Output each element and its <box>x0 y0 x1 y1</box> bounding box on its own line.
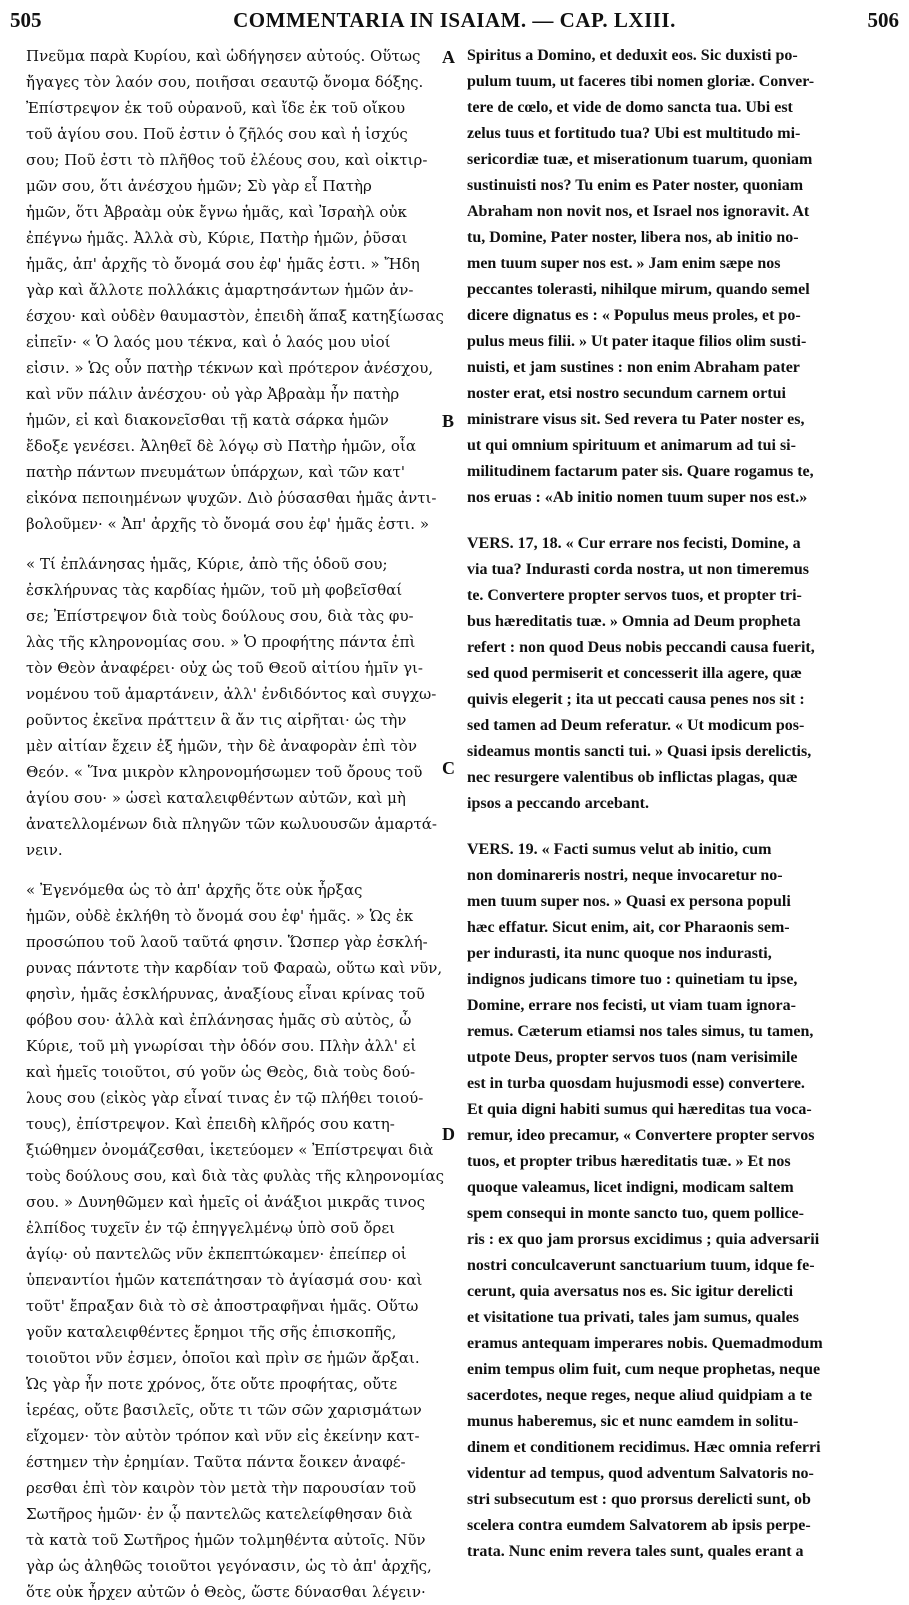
greek-text-line: Ὡς γὰρ ἦν ποτε χρόνος, ὅτε οὔτε προφήτας, οὔτε <box>26 1375 398 1393</box>
latin-text-line: bus hæreditatis tuæ. » Omnia ad Deum propheta <box>467 613 801 630</box>
greek-text-line: ὅτε οὐκ ἦρχεν αὐτῶν ὁ Θεὸς, ὥστε δύνασθαι λέγειν· <box>26 1583 426 1601</box>
latin-text-line: hæc effatur. Sicut enim, ait, cor Pharaonis sem- <box>467 919 790 936</box>
running-title: COMMENTARIA IN ISAIAM. — CAP. LXIII. <box>233 8 676 32</box>
greek-text-line: καὶ ἡμεῖς τοιοῦτοι, σύ γοῦν ὡς Θεὸς, διὰ τοὺς δού- <box>26 1063 416 1081</box>
latin-text-line: trata. Nunc enim revera tales sunt, quales erant a <box>467 1543 804 1560</box>
latin-text-line: Et quia digni habiti sumus qui hæreditas tua voca- <box>467 1101 812 1118</box>
greek-text-line: Κύριε, τοῦ μὴ γνωρίσαι τὴν ὁδόν σου. Πλὴν ἀλλ' εἰ <box>26 1037 417 1055</box>
greek-text-line: λὰς τῆς κληρονομίας σου. » Ὁ προφήτης πάντα ἐπὶ <box>26 633 416 651</box>
greek-text-line: γοῦν καταλειφθέντες ἔρημοι τῆς σῆς ἐπισκοπῆς, <box>26 1323 397 1341</box>
greek-text-line: ἐλπίδος τυχεῖν ἐν τῷ ἐπηγγελμένῳ ὑπὸ σοῦ ὄρει <box>26 1219 395 1237</box>
page-number-right: 506 <box>867 8 899 32</box>
latin-text-line: dinem et conditionem recidimus. Hæc omnia referri <box>467 1439 821 1456</box>
latin-text-line: munus haberemus, sic et nunc eamdem in solitu- <box>467 1413 799 1430</box>
greek-text-line: φόβου σου· ἀλλὰ καὶ ἐπλάνησας ἡμᾶς σὺ αὐτὸς, ὦ <box>26 1011 412 1029</box>
latin-text-line: peccantes tolerasti, nihilque mirum, quando semel <box>467 281 810 298</box>
greek-text-line: « Ἐγενόμεθα ὡς τὸ ἀπ' ἀρχῆς ὅτε οὐκ ἦρξας <box>26 881 363 899</box>
latin-text-line: tu, Domine, Pater noster, libera nos, ab initio no- <box>467 229 799 246</box>
greek-text-line: τους), ἐπίστρεψον. Καὶ ἐπειδὴ κλῆρός σου κατη- <box>26 1115 395 1133</box>
greek-text-line: ξιώθημεν ὀνομάζεσθαι, ἱκετεύομεν « Ἐπίστρεψαι διὰ <box>26 1141 434 1159</box>
greek-text-line: ροῦντος ἐκεῖνα πράττειν ἃ ἄν τις αἱρῆται· ὡς τὴν <box>26 711 407 729</box>
greek-text-line: ρεσθαι ἐπὶ τὸν καιρὸν τὸν μετὰ τὴν παρουσίαν τοῦ <box>26 1479 417 1497</box>
latin-text-line: indignos judicans timore tuo : quinetiam tu ipse, <box>467 971 798 988</box>
greek-text-line: λους σου (εἰκὸς γὰρ εἶναί τινας ἐν τῷ πλήθει τοιού- <box>26 1089 424 1107</box>
latin-text-line: sed quod permiserit et concesserit illa agere, quæ <box>467 665 802 682</box>
latin-column <box>467 43 897 1565</box>
greek-text-line: σου. » Δυνηθῶμεν καὶ ἡμεῖς οἱ ἀνάξιοι μικρᾶς τινος <box>26 1193 426 1211</box>
latin-text-line: via tua? Indurasti corda nostra, ut non timeremus <box>467 561 809 578</box>
latin-text-line: men tuum super nos. » Quasi ex persona populi <box>467 893 791 910</box>
latin-text-line: dicere dignatus es : « Populus meus proles, et po- <box>467 307 801 324</box>
latin-text-line: quivis elegerit ; ita ut peccati causa penes nos sit : <box>467 691 805 708</box>
latin-text-line: te. Convertere propter servos tuos, et propter tri- <box>467 587 802 604</box>
margin-letter-a: A <box>442 47 455 67</box>
latin-text-line: non dominareris nostri, neque invocaretur no- <box>467 867 783 884</box>
latin-text-line: men tuum super nos est. » Jam enim sæpe nos <box>467 255 781 272</box>
latin-text-line: zelus tuus et fortitudo tua? Ubi est multitudo mi- <box>467 125 801 142</box>
greek-text-line: ἁγίου σου· » ὡσεὶ καταλειφθέντων αὐτῶν, καὶ μὴ <box>26 789 406 807</box>
latin-text-line: remur, ideo precamur, « Convertere propter servos <box>467 1127 815 1144</box>
latin-text-line: quoque valeamus, licet indigni, modicam saltem <box>467 1179 794 1196</box>
greek-text-line: Σωτῆρος ἡμῶν· ἐν ᾧ παντελῶς κατελείφθησαν διὰ <box>26 1505 413 1523</box>
latin-text-line: sustinuisti nos? Tu enim es Pater noster, quoniam <box>467 177 804 194</box>
latin-text-line: VERS. 19. « Facti sumus velut ab initio, cum <box>467 841 772 858</box>
greek-text-line: νειν. <box>26 841 63 859</box>
latin-text-line: nos eruas : «Ab initio nomen tuum super nos est.» <box>467 489 808 506</box>
latin-text-line: utpote Deus, propter servos tuos (nam verisimile <box>467 1049 798 1066</box>
greek-text-line: έστημεν τὴν ἐρημίαν. Ταῦτα πάντα ἔοικεν ἀναφέ- <box>26 1453 406 1471</box>
latin-text-line: ut qui omnium spirituum et animarum ad tui si- <box>467 437 796 454</box>
greek-text-line: σε; Ἐπίστρεψον διὰ τοὺς δούλους σου, διὰ τὰς φυ- <box>26 607 414 625</box>
latin-text-line: ipsos a peccando arcebant. <box>467 795 649 812</box>
latin-text-line: per indurasti, ita nunc quoque nos indurasti, <box>467 945 772 962</box>
latin-text-line: sed tamen ad Deum referatur. « Ut modicum pos- <box>467 717 805 734</box>
latin-text-line: nostri conculcaverunt sanctuarium tuum, idque fe- <box>467 1257 815 1274</box>
greek-text-line: τὸν Θεὸν ἀναφέρει· οὐχ ὡς τοῦ Θεοῦ αἰτίου ἡμῖν γι- <box>26 659 423 677</box>
latin-text-line: remus. Cæterum etiamsi nos tales simus, tu tamen, <box>467 1023 814 1040</box>
margin-letter-b: B <box>442 411 455 431</box>
latin-text-line: tere de cœlo, et vide de domo sancta tua. Ubi est <box>467 99 793 116</box>
greek-text-line: καὶ νῦν πάλιν ἀνέσχου· οὐ γὰρ Ἀβραὰμ ἦν πατὴρ <box>26 385 400 403</box>
greek-text-line: ἔδοξε γενέσει. Ἀληθεῖ δὲ λόγῳ σὺ Πατὴρ ἡμῶν, οἷα <box>26 437 416 455</box>
greek-text-line: ἐπέγνω ἡμᾶς. Ἀλλὰ σὺ, Κύριε, Πατὴρ ἡμῶν, ῥῦσαι <box>26 229 408 247</box>
latin-text-line: enim tempus olim fuit, cum neque prophetas, neque <box>467 1361 821 1378</box>
greek-text-line: εἰπεῖν· « Ὁ λαός μου τέκνα, καὶ ὁ λαός μου υἱοί <box>26 333 391 351</box>
greek-text-line: ἱερέας, οὔτε βασιλεῖς, οὔτε τι τῶν σῶν χαρισμάτων <box>26 1401 422 1419</box>
greek-text-line: ἡμῶν, οὐδὲ ἐκλήθη τὸ ὄνομά σου ἐφ' ἡμᾶς. » Ὡς ἐκ <box>26 907 414 925</box>
greek-text-line: μῶν σου, ὅτι ἀνέσχου ἡμῶν; Σὺ γὰρ εἶ Πατὴρ <box>26 177 372 195</box>
latin-text-line: Spiritus a Domino, et deduxit eos. Sic duxisti po- <box>467 47 798 64</box>
greek-text-line: Θεόν. « Ἵνα μικρὸν κληρονομήσωμεν τοῦ ὄρους τοῦ <box>26 763 423 781</box>
latin-text-line: stri subsecutum est : quo prorsus derelicti sunt, ob <box>467 1491 811 1508</box>
margin-letter-d: D <box>442 1124 455 1144</box>
greek-text-line: βολοῦμεν· « Ἀπ' ἀρχῆς τὸ ὄνομά σου ἐφ' ἡμᾶς ἐστι. » <box>26 515 429 533</box>
greek-text-line: « Τί ἐπλάνησας ἡμᾶς, Κύριε, ἀπὸ τῆς ὁδοῦ σου; <box>26 555 388 573</box>
greek-text-line: ἀνατελλομένων διὰ πληγῶν τῶν κωλυουσῶν ἁμαρτά- <box>26 815 437 833</box>
greek-text-line: γὰρ καὶ ἄλλοτε πολλάκις ἁμαρτησάντων ἡμῶν ἀν- <box>26 281 414 299</box>
greek-text-line: τοιοῦτοι νῦν ἐσμεν, ὁποῖοι καὶ πρὶν σε ἡμῶν ἄρξαι. <box>26 1349 420 1367</box>
latin-text-line: eramus antequam imperares nobis. Quemadmodum <box>467 1335 823 1352</box>
latin-text-line: et visitatione tua privati, tales jam sumus, quales <box>467 1309 799 1326</box>
greek-text-line: πατὴρ πάντων πνευμάτων ὑπάρχων, καὶ τῶν κατ' <box>26 463 405 481</box>
greek-text-line: εἰκόνα πεποιημένων ψυχῶν. Διὸ ῥύσασθαι ἡμᾶς ἀντι- <box>26 489 437 507</box>
greek-text-line: ἤγαγες τὸν λαόν σου, ποιῆσαι σεαυτῷ ὄνομα δόξης. <box>26 73 424 91</box>
greek-text-line: ἐσκλήρυνας τὰς καρδίας ἡμῶν, τοῦ μὴ φοβεῖσθαί <box>26 581 403 599</box>
latin-text-line: cerunt, quia aversatus nos es. Sic igitur derelicti <box>467 1283 794 1300</box>
greek-text-line: τοὺς δούλους σου, καὶ διὰ τὰς φυλὰς τῆς κληρονομίας <box>26 1167 445 1185</box>
latin-text-line: nec resurgere valentibus ob inflictas plagas, quæ <box>467 769 798 786</box>
latin-text-line: tuos, et propter tribus hæreditatis tuæ. » Et nos <box>467 1153 791 1170</box>
latin-text-line: sacerdotes, neque reges, neque aliud quidpiam a te <box>467 1387 813 1404</box>
latin-text-line: scelera contra eumdem Salvatorem ab ipsis perpe- <box>467 1517 811 1534</box>
greek-text-line: ὑπεναντίοι ἡμῶν κατεπάτησαν τὸ ἁγίασμά σου· καὶ <box>26 1271 423 1289</box>
latin-text-line: Domine, errare nos fecisti, ut viam tuam ignora- <box>467 997 796 1014</box>
latin-text-line: noster erat, etsi nostro secundum carnem ortui <box>467 385 786 402</box>
latin-text-line: videntur ad tempus, quod adventum Salvatoris no- <box>467 1465 814 1482</box>
latin-text-line: sideamus montis sancti tui. » Quasi ipsis derelictis, <box>467 743 812 760</box>
latin-text-line: militudinem factarum pater sis. Quare rogamus te, <box>467 463 814 480</box>
latin-text-line: sericordiæ tuæ, et miserationum tuarum, quoniam <box>467 151 813 168</box>
greek-text-line: προσώπου τοῦ λαοῦ ταῦτά φησιν. Ὥσπερ γὰρ ἐσκλή- <box>26 933 428 951</box>
greek-text-line: ἡμῶν, εἰ καὶ διακονεῖσθαι τῇ κατὰ σάρκα ἡμῶν <box>26 411 389 429</box>
greek-text-line: ἡμᾶς, ἀπ' ἀρχῆς τὸ ὄνομά σου ἐφ' ἡμᾶς ἐστι. » Ἤδη <box>26 255 420 273</box>
greek-text-line: εἰσιν. » Ὡς οὖν πατὴρ τέκνων καὶ πρότερον ἀνέσχου, <box>26 359 434 377</box>
page-number-left: 505 <box>10 8 42 32</box>
page-header <box>0 0 909 36</box>
latin-text-line: refert : non quod Deus nobis peccandi causa fuerit, <box>467 639 815 656</box>
greek-text-line: έσχου· καὶ οὐδὲν θαυμαστὸν, ἐπειδὴ ἅπαξ κατηξίωσας <box>26 307 444 325</box>
latin-text-line: ministrare visus sit. Sed revera tu Pater noster es, <box>467 411 805 428</box>
greek-text-line: σου; Ποῦ ἐστι τὸ πλῆθος τοῦ ἐλέους σου, καὶ οἰκτιρ- <box>26 151 428 169</box>
latin-text-line: spem consequi in monte sancto tuo, quem pollice- <box>467 1205 804 1222</box>
greek-column <box>26 43 445 1605</box>
greek-text-line: φησὶν, ἡμᾶς ἐσκλήρυνας, ἀναξίους εἶναι κρίνας τοῦ <box>26 985 425 1003</box>
greek-text-line: τὰ κατὰ τοῦ Σωτῆρος ἡμῶν τολμηθέντα αὐτοῖς. Νῦν <box>26 1531 426 1549</box>
latin-text-line: Abraham non novit nos, et Israel nos ignoravit. At <box>467 203 810 220</box>
greek-text-line: Πνεῦμα παρὰ Κυρίου, καὶ ὡδήγησεν αὐτούς. Οὕτως <box>26 47 421 65</box>
greek-text-line: γὰρ ὡς ἀληθῶς τοιοῦτοι γεγόνασιν, ὡς τὸ ἀπ' ἀρχῆς, <box>26 1557 432 1575</box>
greek-text-line: ἁγίῳ· οὐ παντελῶς νῦν ἐκπεπτώκαμεν· ἐπείπερ οἱ <box>26 1245 407 1263</box>
latin-text-line: VERS. 17, 18. « Cur errare nos fecisti, Domine, a <box>467 535 801 552</box>
greek-text-line: τοῦ ἁγίου σου. Ποῦ ἐστιν ὁ ζῆλός σου καὶ ἡ ἰσχύς <box>26 125 408 143</box>
greek-text-line: εἴχομεν· τὸν αὐτὸν τρόπον καὶ νῦν εἰς ἐκείνην κατ- <box>26 1427 420 1445</box>
latin-text-line: ris : ex quo jam prorsus excidimus ; quia adversarii <box>467 1231 820 1248</box>
greek-text-line: τοῦτ' ἔπραξαν διὰ τὸ σὲ ἀποστραφῆναι ἡμᾶς. Οὕτω <box>26 1297 419 1315</box>
margin-letter-c: C <box>442 758 455 778</box>
latin-text-line: est in turba quosdam hujusmodi esse) convertere. <box>467 1075 805 1092</box>
greek-text-line: νομένου τοῦ ἁμαρτάνειν, ἀλλ' ἐνδιδόντος καὶ συγχω- <box>26 685 437 703</box>
greek-text-line: ρυνας πάντοτε τὴν καρδίαν τοῦ Φαραὼ, οὕτω καὶ νῦν, <box>26 959 443 977</box>
greek-text-line: μὲν αἰτίαν ἔχειν ἐξ ἡμῶν, τὴν δὲ ἀναφορὰν ἐπὶ τὸν <box>26 737 418 755</box>
latin-text-line: pulus meus filii. » Ut pater itaque filios olim susti- <box>467 333 807 350</box>
latin-text-line: nuisti, et jam sustines : non enim Abraham pater <box>467 359 800 376</box>
greek-text-line: ἡμῶν, ὅτι Ἀβραὰμ οὐκ ἔγνω ἡμᾶς, καὶ Ἰσραὴλ οὐκ <box>26 203 407 221</box>
latin-text-line: pulum tuum, ut faceres tibi nomen gloriæ. Conver- <box>467 73 815 90</box>
greek-text-line: Ἐπίστρεψον ἐκ τοῦ οὐρανοῦ, καὶ ἴδε ἐκ τοῦ οἴκου <box>26 99 406 117</box>
